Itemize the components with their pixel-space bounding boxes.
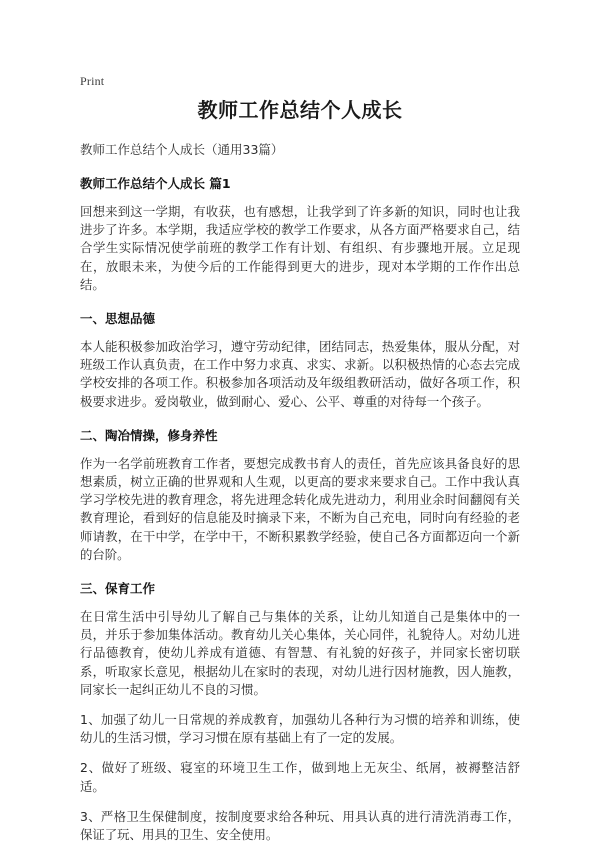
list-item: 1、加强了幼儿一日常规的养成教育，加强幼儿各种行为习惯的培养和训练，使幼儿的生活习惯，学习习惯在原有基础上有了一定的发展。 bbox=[80, 712, 520, 746]
print-link[interactable]: Print bbox=[80, 74, 105, 88]
article-heading: 教师工作总结个人成长 篇1 bbox=[80, 176, 231, 191]
list-item: 3、严格卫生保健制度，按制度要求给各种玩、用具认真的进行清洗消毒工作，保证了玩、用具的卫生、安全使用。 bbox=[80, 808, 520, 843]
intro-paragraph: 回想来到这一学期，有收获，也有感想，让我学到了许多新的知识，同时也让我进步了许多。本学期，我适应学校的教学工作要求，从各方面严格要求自己，结合学生实际情况使学前班的教学工作有计划、有组织、有步骤地开展。立足现在，放眼未来，为使今后的工作能得到更大的进步，现对本学期的工作作出总结。 bbox=[80, 204, 520, 292]
section-paragraph-2: 作为一名学前班教育工作者，要想完成教书育人的责任，首先应该具备良好的思想素质，树立正确的世界观和人生观，以更高的要求来要求自己。工作中我认真学习学校先进的教育理念，将先进理念转化成先进动力，利用业余时间翻阅有关教育理论，看到好的信息能及时摘录下来，不断为自己充电，同时向有经验的老师请教，在干中学，在学中干，不断积累教学经验，使自己各方面都迈向一个新的台阶。 bbox=[80, 455, 520, 562]
section-heading-1: 一、思想品德 bbox=[80, 311, 156, 327]
page-title: 教师工作总结个人成长 bbox=[197, 98, 403, 122]
section-heading-3: 三、保育工作 bbox=[80, 581, 156, 597]
section-paragraph-1: 本人能积极参加政治学习，遵守劳动纪律，团结同志，热爱集体，服从分配，对班级工作认真负责，在工作中努力求真、求实、求新。以积极热情的心态去完成学校安排的各项工作。积极参加各项活动及年级组教研活动，做好各项工作，积极要求进步。爱岗敬业，做到耐心、爱心、公平、尊重的对待每一个孩子。 bbox=[80, 339, 520, 409]
print-toolbar bbox=[80, 70, 520, 86]
document-subtitle: 教师工作总结个人成长（通用33篇） bbox=[80, 142, 284, 157]
section-heading-2: 二、陶冶情操，修身养性 bbox=[80, 427, 218, 443]
document-body bbox=[80, 96, 520, 844]
section-paragraph-3: 在日常生活中引导幼儿了解自己与集体的关系，让幼儿知道自己是集体中的一员，并乐于参加集体活动。教育幼儿关心集体，关心同伴，礼貌待人。对幼儿进行品德教育，使幼儿养成有道德、有智慧、有礼貌的好孩子，并同家长密切联系，听取家长意见，根据幼儿在家时的表现，对幼儿进行因材施教，因人施教，同家长一起纠正幼儿不良的习惯。 bbox=[80, 609, 520, 697]
list-item: 2、做好了班级、寝室的环境卫生工作，做到地上无灰尘、纸屑，被褥整洁舒适。 bbox=[80, 760, 520, 794]
